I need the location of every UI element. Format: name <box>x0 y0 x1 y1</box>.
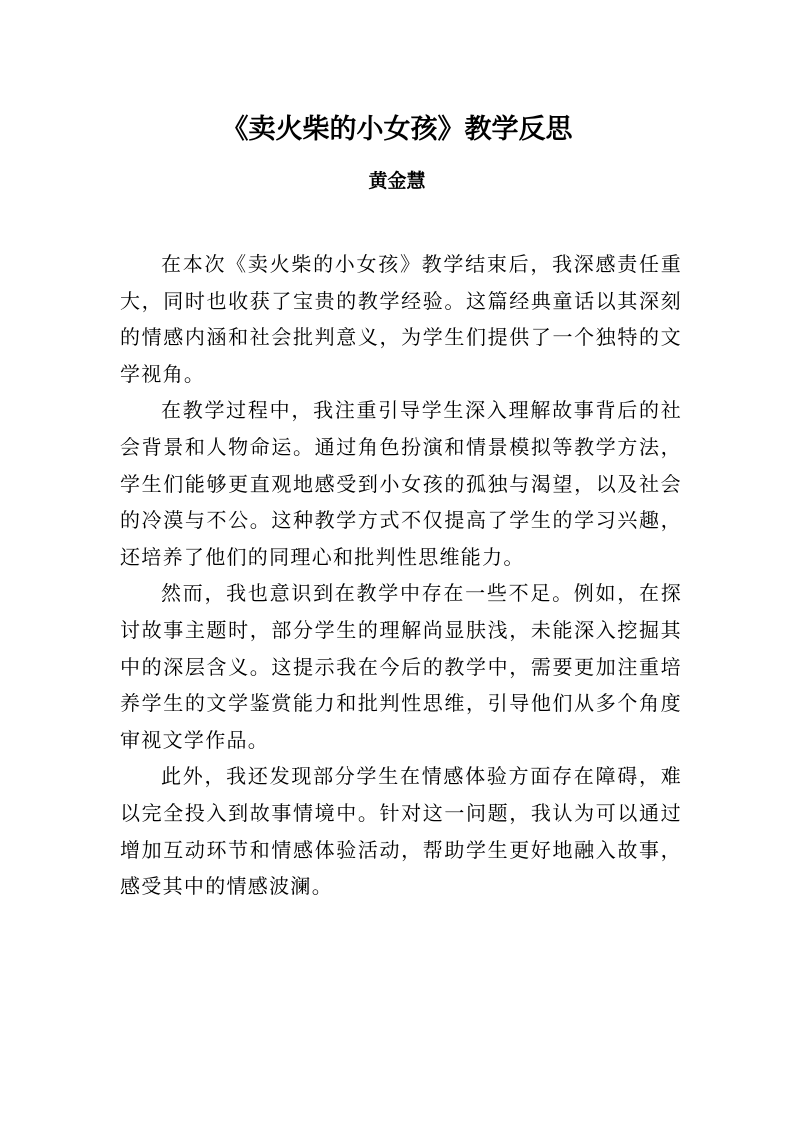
document-title: 《卖火柴的小女孩》教学反思 <box>221 114 573 145</box>
document-body <box>120 246 682 905</box>
paragraph-1: 在本次《卖火柴的小女孩》教学结束后，我深感责任重大，同时也收获了宝贵的教学经验。这篇经典童话以其深刻的情感内涵和社会批判意义，为学生们提供了一个独特的文学视角。 <box>120 252 682 386</box>
paragraph-3: 然而，我也意识到在教学中存在一些不足。例如，在探讨故事主题时，部分学生的理解尚显肤浅，未能深入挖掘其中的深层含义。这提示我在今后的教学中，需要更加注重培养学生的文学鉴赏能力和批判性思维，引导他们从多个角度审视文学作品。 <box>120 581 682 752</box>
document-author: 黄金慧 <box>368 170 426 192</box>
paragraph-4: 此外，我还发现部分学生在情感体验方面存在障碍，难以完全投入到故事情境中。针对这一问题，我认为可以通过增加互动环节和情感体验活动，帮助学生更好地融入故事，感受其中的情感波澜。 <box>120 764 682 899</box>
paragraph-2: 在教学过程中，我注重引导学生深入理解故事背后的社会背景和人物命运。通过角色扮演和情景模拟等教学方法，学生们能够更直观地感受到小女孩的孤独与渴望，以及社会的冷漠与不公。这种教学方式不仅提高了学生的学习兴趣，还培养了他们的同理心和批判性思维能力。 <box>120 398 682 569</box>
